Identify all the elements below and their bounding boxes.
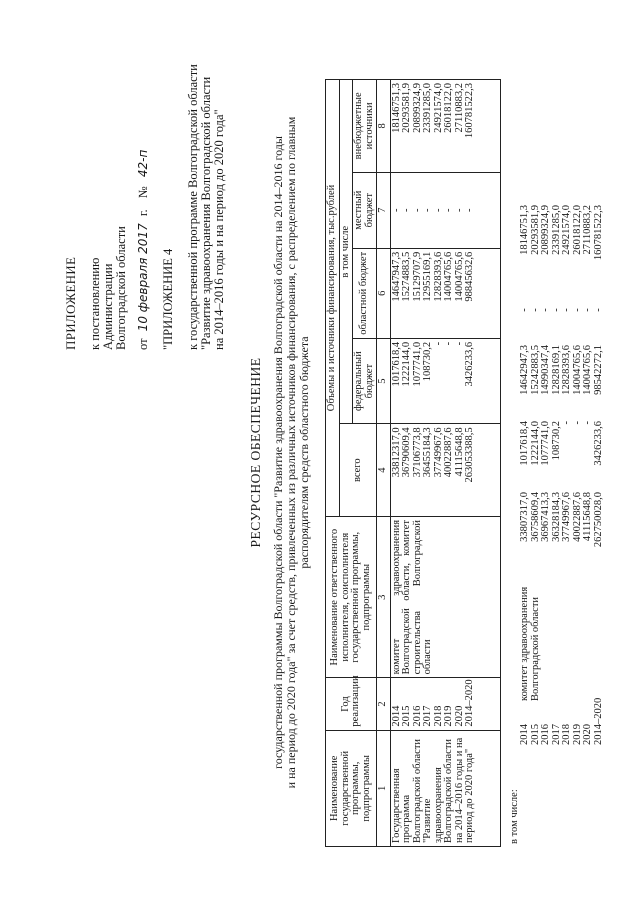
federal-values-2: 1017618,4 1222144,0 1077741,0 108730,2 - - - 3426233,6 bbox=[519, 421, 604, 466]
resolution-line-2: Администрации bbox=[101, 263, 115, 350]
date-from-label: от bbox=[136, 338, 150, 350]
local-values-2: - - - - - - - - bbox=[519, 308, 604, 312]
appendix-heading: ПРИЛОЖЕНИЕ bbox=[63, 256, 78, 350]
program-line-3: на 2014–2016 годы и на период до 2020 года" bbox=[212, 109, 226, 350]
col-number: 8 bbox=[377, 80, 391, 173]
year-list-2: 2014 2015 2016 2017 2018 2019 2020 2014–2020 bbox=[519, 697, 604, 745]
date-year-suffix: г. bbox=[136, 209, 150, 217]
extra-values: 18146751,3 20293581,9 20899324,9 23391285,0 24921574,0 26018122,0 27110883,2 160781522,3 bbox=[390, 80, 500, 173]
header-year: Год реализации bbox=[326, 678, 377, 730]
resolution-line-1: к постановлению bbox=[88, 257, 102, 350]
appendix-4-heading: "ПРИЛОЖЕНИЕ 4 bbox=[161, 248, 175, 350]
extra-values-2: 18146751,3 20293581,9 20899324,9 23391285,0 24921574,0 26018122,0 27110883,2 160781522,3 bbox=[519, 205, 604, 261]
header-extra: внебюджетные источники bbox=[353, 80, 377, 173]
column-number-row bbox=[377, 80, 391, 847]
decree-number: 42-п bbox=[136, 149, 150, 178]
regional-values: 14647947,3 15274883,5 15129707,9 12955169,1 12828393,6 14004765,6 14004765,6 98845632,6 bbox=[390, 248, 500, 338]
program-line-1: к государственной программе Волгоградской области bbox=[186, 64, 200, 350]
header-local: местный бюджет bbox=[353, 172, 377, 248]
executor-name-2: комитет здравоохранения Волгоградской области bbox=[519, 586, 541, 701]
executor-name: комитет здравоохранения Волгоградской области, комитет строительства Волгоградской области bbox=[390, 516, 500, 677]
federal-values: 1017618,4 1222144,0 1077741,0 108730,2 - - - 3426233,6 bbox=[390, 338, 500, 423]
decree-date-line bbox=[136, 150, 150, 350]
document-title: РЕСУРСНОЕ ОБЕСПЕЧЕНИЕ bbox=[248, 357, 263, 548]
header-executor: Наименование ответственного исполнителя, соисполнителя государственной программы, подпрограммы bbox=[326, 516, 377, 677]
total-values-2: 33807317,0 36758609,4 36967413,3 36328184,3 37749967,6 40022887,6 41115648,8 262750028,0 bbox=[519, 492, 604, 548]
decree-date: 10 февраля 2017 bbox=[136, 223, 150, 332]
col-number: 4 bbox=[377, 424, 391, 517]
local-values: - - - - - - - - bbox=[390, 172, 500, 248]
header-total: всего bbox=[339, 424, 377, 517]
col-number: 3 bbox=[377, 516, 391, 677]
title-line-1: государственной программы Волгоградской области "Развитие здравоохранения Волгоградской области на 2014–2016 годы bbox=[271, 136, 285, 769]
number-sign: № bbox=[136, 186, 150, 199]
table-row bbox=[390, 80, 500, 847]
including-label: в том числе: bbox=[509, 789, 520, 844]
resolution-line-3: Волгоградской области bbox=[114, 226, 128, 350]
title-line-2: и на период до 2020 года" за счет средств, привлеченных из различных источников финансирования, с распределением по главным bbox=[284, 116, 298, 789]
header-volumes: Объемы и источники финансирования, тыс.рублей bbox=[326, 80, 340, 517]
col-number: 5 bbox=[377, 338, 391, 423]
header-including: в том числе bbox=[339, 80, 353, 424]
col-number: 1 bbox=[377, 730, 391, 846]
title-line-3: распорядителям средств областного бюджета bbox=[297, 336, 311, 569]
program-name: Государственная программа Волгоградской области "Развитие здравоохранения Волгоградской области на 2014–2016 годы и на период до 2020 года" bbox=[390, 730, 500, 846]
resource-table bbox=[325, 79, 501, 847]
header-row-1 bbox=[326, 80, 340, 847]
header-program-name: Наименование государственной программы, подпрограммы bbox=[326, 730, 377, 846]
col-number: 6 bbox=[377, 248, 391, 338]
program-line-2: "Развитие здравоохранения Волгоградской области bbox=[199, 76, 213, 350]
col-number: 7 bbox=[377, 172, 391, 248]
total-values: 33812317,0 36790609,4 37106773,8 36455184,3 37749967,6 40022887,6 41115648,8 263053388,5 bbox=[390, 424, 500, 517]
header-regional: областной бюджет bbox=[353, 248, 377, 338]
year-list: 2014 2015 2016 2017 2018 2019 2020 2014–2020 bbox=[390, 678, 500, 730]
regional-values-2: 14642947,3 15242883,5 14990347,4 12828169,1 12828393,6 14004765,6 14004765,6 98542272,1 bbox=[519, 345, 604, 395]
col-number: 2 bbox=[377, 678, 391, 730]
header-federal: федеральный бюджет bbox=[353, 338, 377, 423]
